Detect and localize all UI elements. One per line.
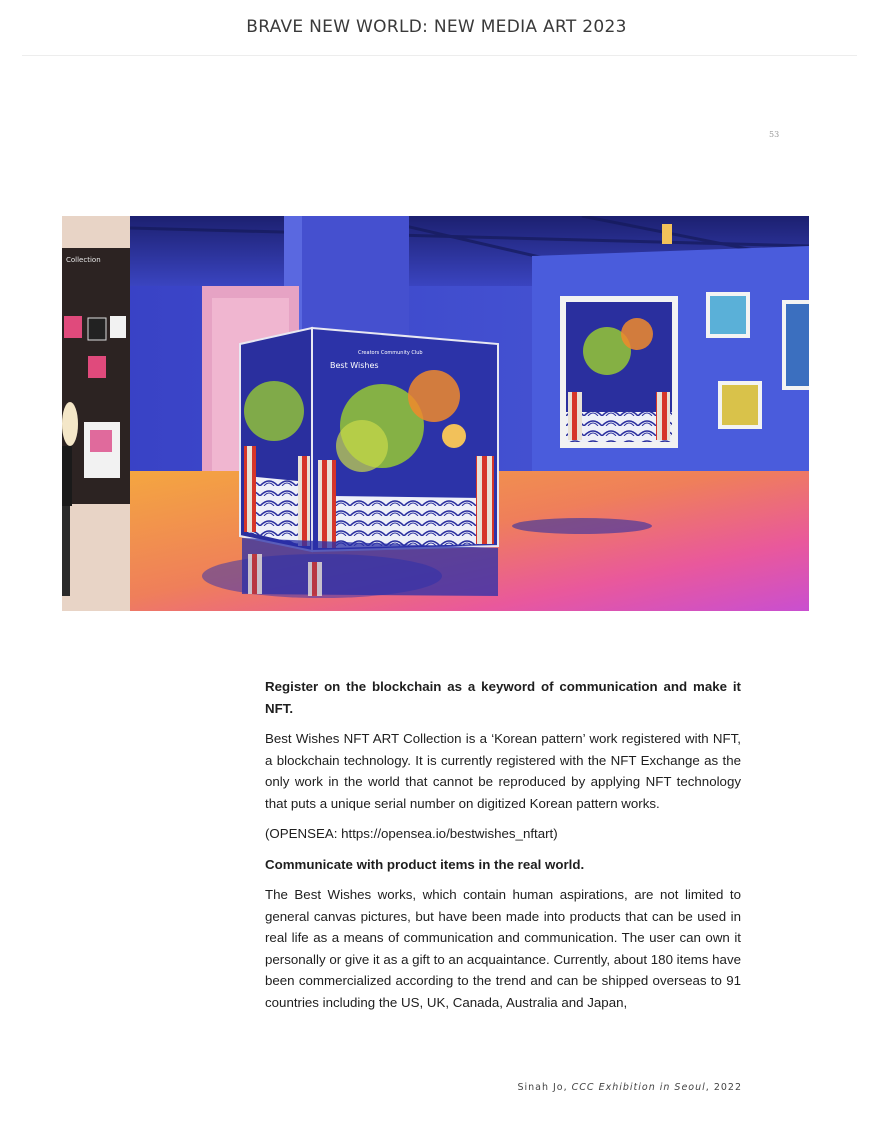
footer-year: , 2022: [705, 1082, 742, 1093]
article-body: [265, 676, 741, 1022]
opensea-link-text: (OPENSEA: https://opensea.io/bestwishes_nftart): [265, 826, 558, 841]
ceiling-light-icon: [662, 224, 672, 244]
exhibition-photo: [62, 216, 809, 611]
footer-credit: [517, 1082, 742, 1093]
exhibition-photo-illustration: [62, 216, 809, 611]
running-header: BRAVE NEW WORLD: NEW MEDIA ART 2023: [246, 17, 627, 37]
cube-caption: Best Wishes: [330, 361, 379, 370]
merchandise-panel-label: Collection: [66, 256, 101, 264]
page-number: 53: [769, 130, 780, 139]
footer-author: Sinah Jo,: [517, 1082, 572, 1093]
avatar: [62, 402, 78, 446]
cube-club-text: Creators Community Club: [358, 350, 423, 356]
paragraph: The Best Wishes works, which contain human aspirations, are not limited to general canvas pictures, but have been made into products that can be used in real life as a means of communication and communication. The user can own it personally or give it as a gift to an acquaintance. Currently, about 180 items have been commercialized according to the trend and can be shipped overseas to 91 countries including the US, UK, Canada, Australia and Japan,: [265, 887, 741, 1010]
footer-event: CCC Exhibition in Seoul: [571, 1082, 706, 1093]
paragraph: Best Wishes NFT ART Collection is a ‘Korean pattern’ work registered with NFT, a blockchain technology. It is currently registered with the NFT Exchange as the only work in the world that cannot be reproduced by applying NFT technology that puts a unique serial number on digitized Korean pattern works.: [265, 731, 741, 811]
section-heading: Communicate with product items in the real world.: [265, 856, 585, 872]
header-divider: [22, 55, 857, 56]
section-heading: Register on the blockchain as a keyword of communication and make it NFT.: [265, 679, 741, 716]
